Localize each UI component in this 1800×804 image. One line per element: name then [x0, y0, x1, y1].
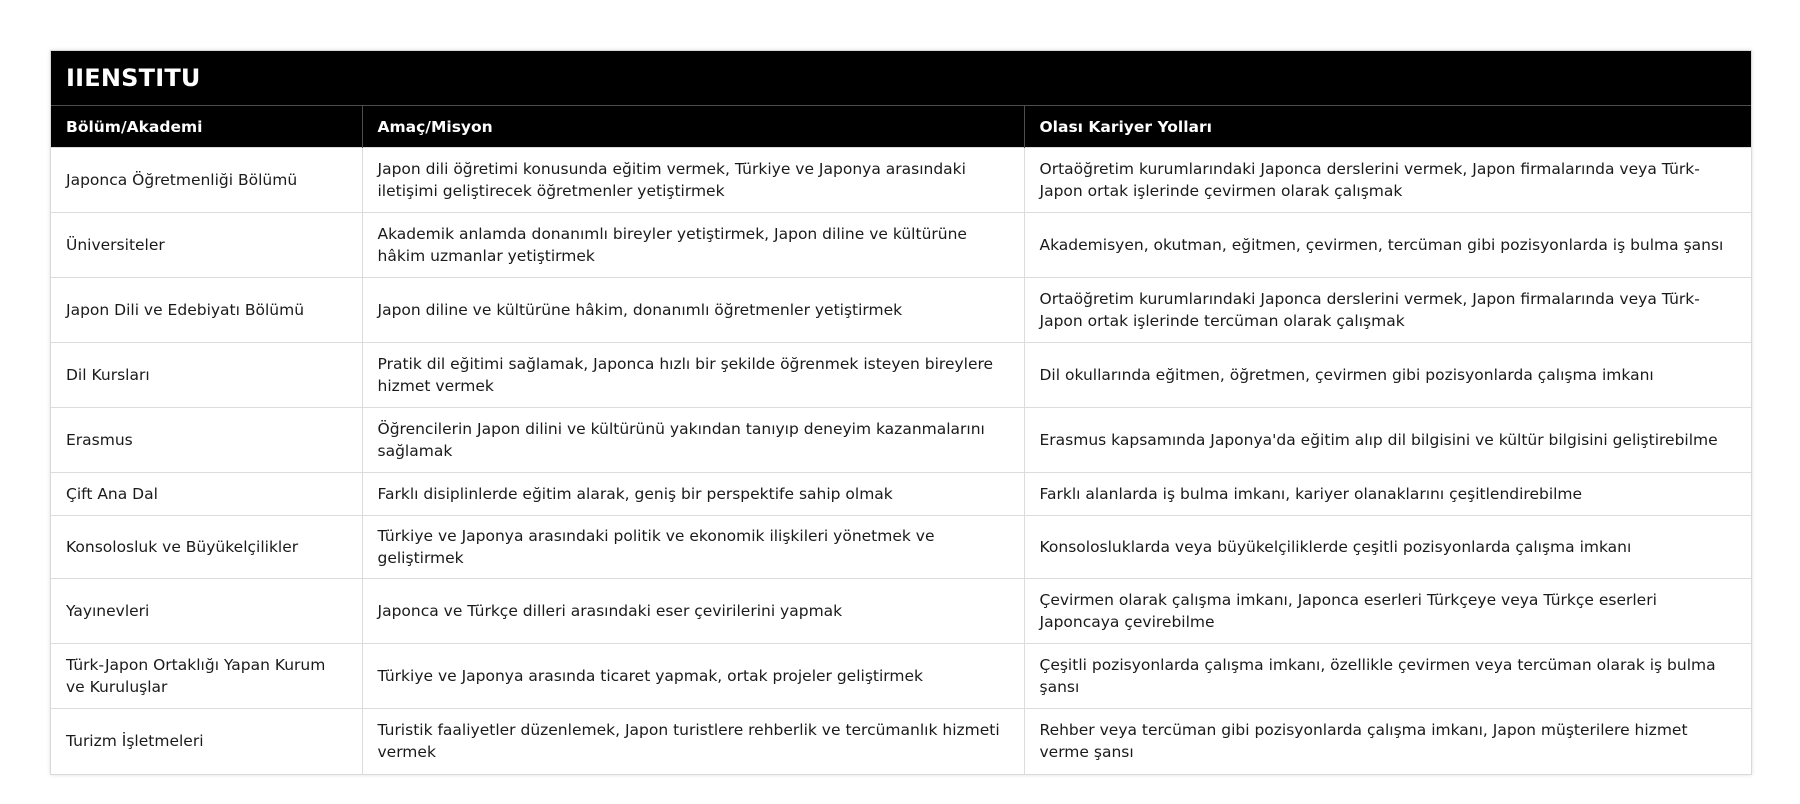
cell-mission: Türkiye ve Japonya arasındaki politik ve ekonomik ilişkileri yönetmek ve geliştirmek: [362, 516, 1024, 579]
table-row: [51, 213, 1751, 278]
cell-mission: Türkiye ve Japonya arasında ticaret yapmak, ortak projeler geliştirmek: [362, 644, 1024, 709]
cell-department: Dil Kursları: [51, 343, 362, 408]
cell-department: Çift Ana Dal: [51, 473, 362, 516]
table-row: [51, 579, 1751, 644]
table-row: [51, 644, 1751, 709]
cell-careers: Ortaöğretim kurumlarındaki Japonca derslerini vermek, Japon firmalarında veya Türk-Japon ortak işlerinde tercüman olarak çalışmak: [1024, 278, 1751, 343]
brand-title: IIENSTITU: [51, 51, 1751, 105]
cell-department: Yayınevleri: [51, 579, 362, 644]
table-row: [51, 148, 1751, 213]
cell-department: Japonca Öğretmenliği Bölümü: [51, 148, 362, 213]
cell-mission: Turistik faaliyetler düzenlemek, Japon turistlere rehberlik ve tercümanlık hizmeti vermek: [362, 709, 1024, 774]
cell-mission: Japonca ve Türkçe dilleri arasındaki eser çevirilerini yapmak: [362, 579, 1024, 644]
cell-careers: Farklı alanlarda iş bulma imkanı, kariyer olanaklarını çeşitlendirebilme: [1024, 473, 1751, 516]
cell-department: Erasmus: [51, 408, 362, 473]
cell-mission: Pratik dil eğitimi sağlamak, Japonca hızlı bir şekilde öğrenmek isteyen bireylere hizmet vermek: [362, 343, 1024, 408]
cell-careers: Dil okullarında eğitmen, öğretmen, çevirmen gibi pozisyonlarda çalışma imkanı: [1024, 343, 1751, 408]
header-department: Bölüm/Akademi: [51, 106, 362, 148]
table-row: [51, 516, 1751, 579]
cell-careers: Çevirmen olarak çalışma imkanı, Japonca eserleri Türkçeye veya Türkçe eserleri Japoncaya çevirebilme: [1024, 579, 1751, 644]
table-row: [51, 343, 1751, 408]
cell-mission: Japon diline ve kültürüne hâkim, donanımlı öğretmenler yetiştirmek: [362, 278, 1024, 343]
table-row: [51, 278, 1751, 343]
cell-department: Turizm İşletmeleri: [51, 709, 362, 774]
career-table: [51, 105, 1751, 774]
cell-careers: Rehber veya tercüman gibi pozisyonlarda çalışma imkanı, Japon müşterilere hizmet verme şansı: [1024, 709, 1751, 774]
cell-mission: Öğrencilerin Japon dilini ve kültürünü yakından tanıyıp deneyim kazanmalarını sağlamak: [362, 408, 1024, 473]
cell-careers: Konsolosluklarda veya büyükelçiliklerde çeşitli pozisyonlarda çalışma imkanı: [1024, 516, 1751, 579]
table-row: [51, 709, 1751, 774]
cell-careers: Erasmus kapsamında Japonya'da eğitim alıp dil bilgisini ve kültür bilgisini geliştirebilme: [1024, 408, 1751, 473]
cell-mission: Farklı disiplinlerde eğitim alarak, geniş bir perspektife sahip olmak: [362, 473, 1024, 516]
header-mission: Amaç/Misyon: [362, 106, 1024, 148]
header-row: [51, 106, 1751, 148]
header-careers: Olası Kariyer Yolları: [1024, 106, 1751, 148]
table-body: [51, 148, 1751, 774]
cell-department: Konsolosluk ve Büyükelçilikler: [51, 516, 362, 579]
cell-department: Üniversiteler: [51, 213, 362, 278]
career-table-card: [50, 50, 1752, 775]
cell-department: Türk-Japon Ortaklığı Yapan Kurum ve Kuruluşlar: [51, 644, 362, 709]
cell-careers: Akademisyen, okutman, eğitmen, çevirmen, tercüman gibi pozisyonlarda iş bulma şansı: [1024, 213, 1751, 278]
cell-mission: Japon dili öğretimi konusunda eğitim vermek, Türkiye ve Japonya arasındaki iletişimi geliştirecek öğretmenler yetiştirmek: [362, 148, 1024, 213]
cell-department: Japon Dili ve Edebiyatı Bölümü: [51, 278, 362, 343]
table-row: [51, 408, 1751, 473]
cell-careers: Çeşitli pozisyonlarda çalışma imkanı, özellikle çevirmen veya tercüman olarak iş bulma şansı: [1024, 644, 1751, 709]
table-row: [51, 473, 1751, 516]
cell-mission: Akademik anlamda donanımlı bireyler yetiştirmek, Japon diline ve kültürüne hâkim uzmanlar yetiştirmek: [362, 213, 1024, 278]
cell-careers: Ortaöğretim kurumlarındaki Japonca derslerini vermek, Japon firmalarında veya Türk-Japon ortak işlerinde çevirmen olarak çalışmak: [1024, 148, 1751, 213]
table-header: [51, 106, 1751, 148]
